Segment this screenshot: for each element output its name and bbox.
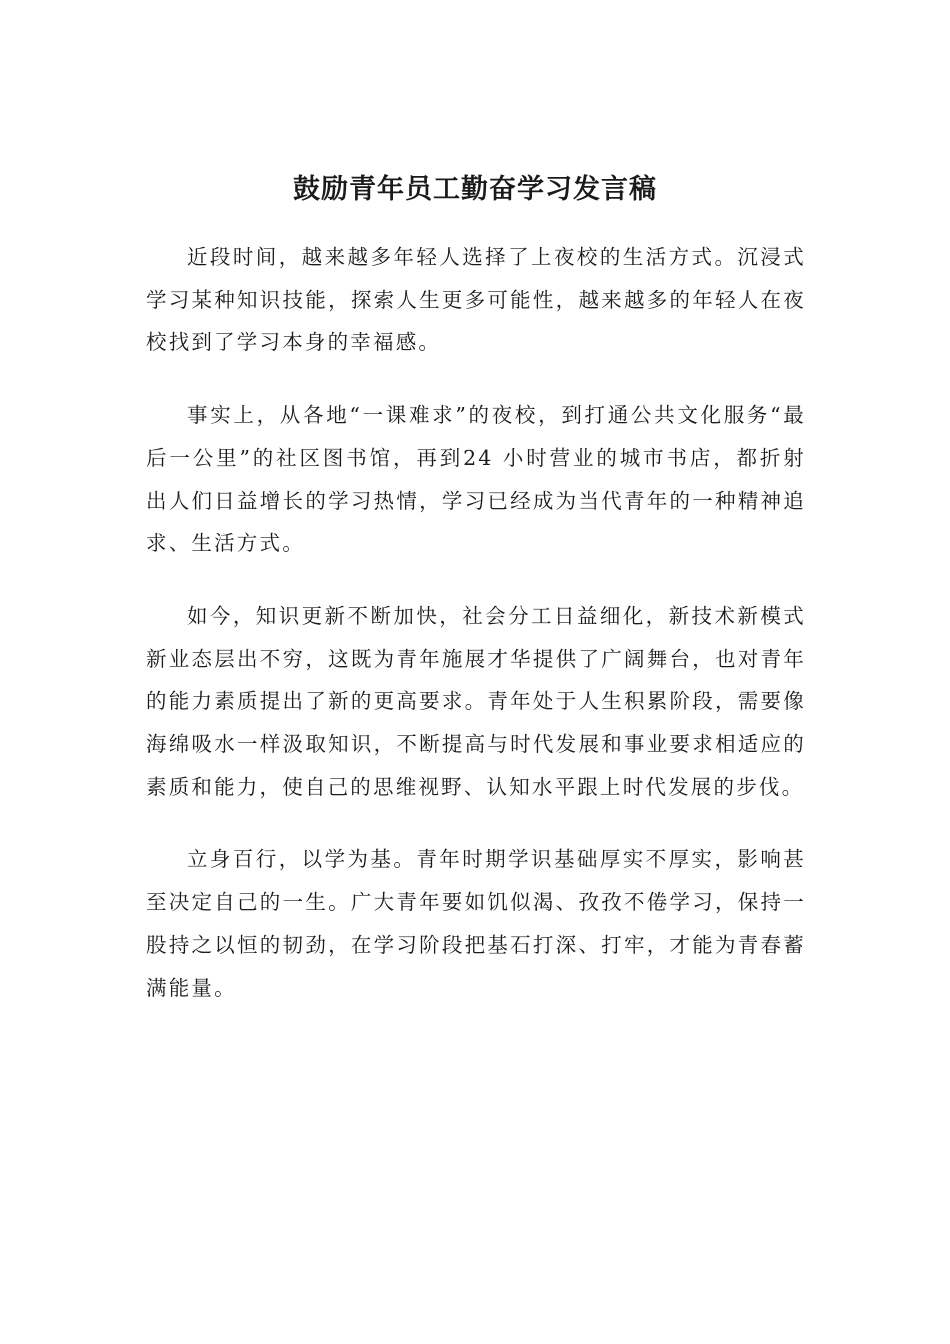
paragraph-4: 立身百行，以学为基。青年时期学识基础厚实不厚实，影响甚至决定自己的一生。广大青年要如饥似渴、孜孜不倦学习，保持一股持之以恒的韧劲，在学习阶段把基石打深、打牢，才能为青春蓄满能量。	[146, 847, 806, 1000]
paragraph-1: 近段时间，越来越多年轻人选择了上夜校的生活方式。沉浸式学习某种知识技能，探索人生更多可能性，越来越多的年轻人在夜校找到了学习本身的幸福感。	[146, 245, 806, 355]
document-body	[146, 236, 806, 1039]
paragraph-2: 事实上，从各地“一课难求”的夜校，到打通公共文化服务“最后一公里”的社区图书馆，再到24 小时营业的城市书店，都折射出人们日益增长的学习热情，学习已经成为当代青年的一种精神追求、生活方式。	[146, 403, 806, 556]
paragraph-3: 如今，知识更新不断加快，社会分工日益细化，新技术新模式新业态层出不穷，这既为青年施展才华提供了广阔舞台，也对青年的能力素质提出了新的更高要求。青年处于人生积累阶段，需要像海绵吸水一样汲取知识，不断提高与时代发展和事业要求相适应的素质和能力，使自己的思维视野、认知水平跟上时代发展的步伐。	[146, 603, 806, 799]
document-title: 鼓励青年员工勤奋学习发言稿	[293, 174, 657, 206]
